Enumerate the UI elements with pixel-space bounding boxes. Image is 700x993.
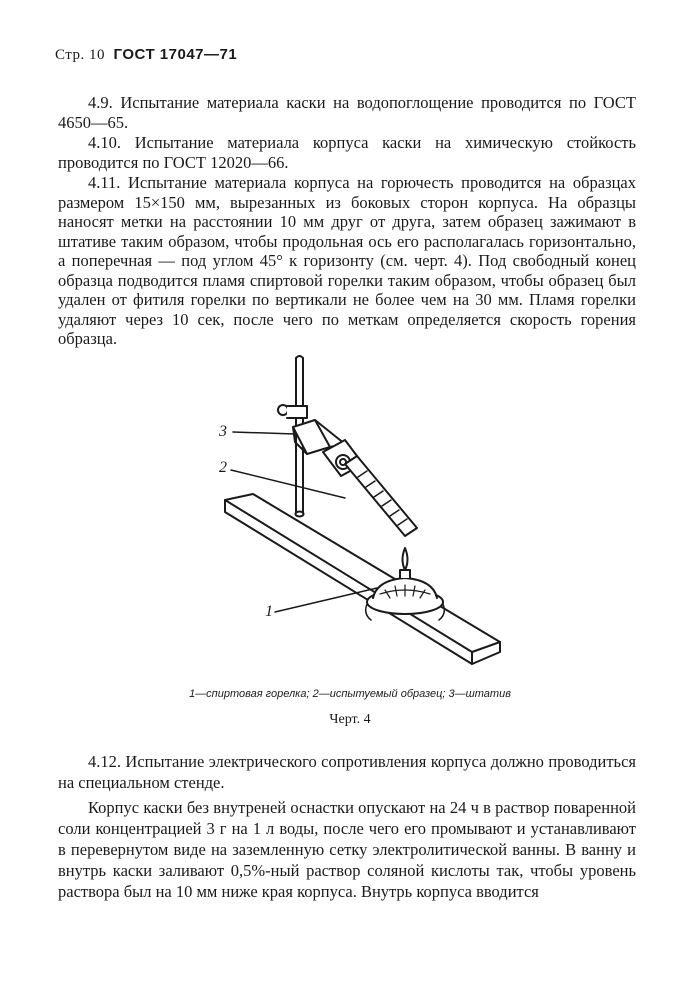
label-3: 3: [219, 423, 227, 440]
leader-line-2: [231, 470, 345, 498]
base-plate: [225, 494, 500, 664]
leader-line-3: [233, 432, 295, 434]
figure-title: Черт. 4: [329, 712, 371, 727]
text-block-bottom: [58, 751, 636, 902]
label-1: 1: [265, 603, 273, 620]
paragraph-salt-solution: Корпус каски без внутреней оснастки опускают на 24 ч в раствор поваренной соли концентрацией 3 г на 1 л воды, после чего его промывают и устанавливают в перевернутом виде на заземленную сетку электролитической ванны. В ванну и внутрь каски заливают 0,5%-ный раствор соляной кислоты так, чтобы уровень раствора был на 10 мм ниже края корпуса. Внутрь корпуса вводится: [58, 798, 636, 901]
test-sample: [345, 456, 417, 536]
paragraph-4-9: 4.9. Испытание материала каски на водопоглощение проводится по ГОСТ 4650—65.: [58, 93, 636, 132]
label-2: 2: [219, 459, 227, 476]
standard-number: ГОСТ 17047—71: [113, 46, 238, 63]
figure-legend: 1—спиртовая горелка; 2—испытуемый образец; 3—штатив: [189, 688, 511, 700]
text-block-top: [58, 93, 636, 349]
paragraph-4-11: 4.11. Испытание материала корпуса на горючесть проводится на образцах размером 15×150 мм, вырезанных из боковых сторон корпуса. На образцы наносят метки на расстоянии 10 мм друг от друга, затем образец зажимают в штативе таким образом, чтобы продольная ось его располагалась горизонтально, а поперечная — под углом 45° к горизонту (см. черт. 4). Под свободный конец образца подводится пламя спиртовой горелки таким образом, чтобы образец был удален от фитиля горелки по вертикали не более чем на 30 мм. Пламя горелки удаляют через 10 сек, после чего по меткам определяется скорость горения образца.: [58, 173, 636, 348]
paragraph-4-12: 4.12. Испытание электрического сопротивления корпуса должно проводиться на специальном стенде.: [58, 752, 636, 792]
page-number: Стр. 10: [55, 47, 106, 63]
page-header: [55, 46, 655, 64]
figure-4-drawing: [195, 352, 545, 692]
paragraph-4-10: 4.10. Испытание материала корпуса каски на химическую стойкость проводится по ГОСТ 12020—66.: [58, 133, 636, 172]
leader-line-1: [275, 588, 377, 612]
